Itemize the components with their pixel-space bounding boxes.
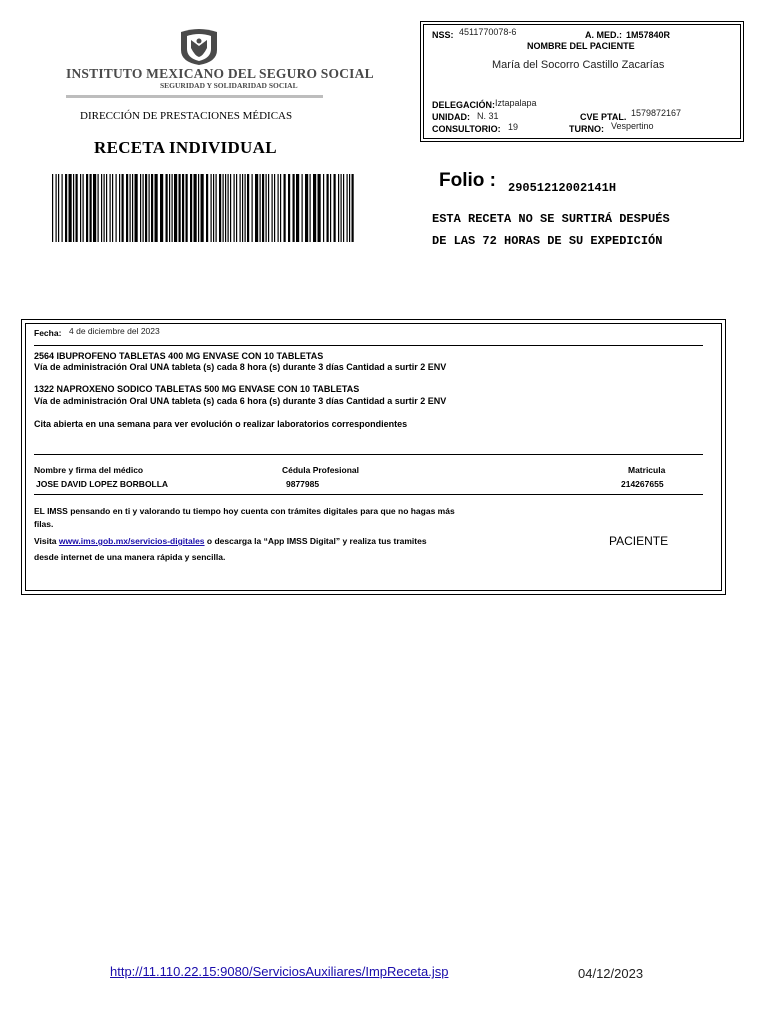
expiry-warning-line2: DE LAS 72 HORAS DE SU EXPEDICIÓN [432, 234, 663, 248]
cedula-value: 9877985 [286, 479, 320, 489]
barcode [52, 174, 354, 242]
delegacion-label: DELEGACIÓN: [432, 100, 495, 110]
divider [34, 494, 703, 495]
nss-label: NSS: [432, 30, 454, 40]
imss-message-line3 [34, 536, 427, 546]
patient-name-label: NOMBRE DEL PACIENTE [527, 41, 635, 51]
visita-text: Visita [34, 536, 59, 546]
imss-message-line4: desde internet de una manera rápida y sencilla. [34, 552, 226, 562]
copy-label: PACIENTE [609, 534, 669, 548]
matricula-label: Matricula [628, 465, 666, 475]
patient-name: María del Socorro Castillo Zacarías [492, 59, 665, 71]
print-date: 04/12/2023 [578, 966, 644, 981]
expiry-warning-line1: ESTA RECETA NO SE SURTIRÁ DESPUÉS [432, 212, 670, 226]
direccion-label: DIRECCIÓN DE PRESTACIONES MÉDICAS [80, 110, 293, 122]
medication-1: 2564 IBUPROFENO TABLETAS 400 MG ENVASE CON 10 TABLETAS [34, 351, 324, 361]
turno-label: TURNO: [569, 124, 604, 134]
instructions-1: Vía de administración Oral UNA tableta (s) cada 8 hora (s) durante 3 días Cantidad a surtir 2 ENV [34, 362, 447, 372]
imss-message-line2: filas. [34, 519, 54, 529]
amed-value: 1M57840R [626, 30, 671, 40]
imss-message-line1: EL IMSS pensando en ti y valorando tu tiempo hoy cuenta con trámites digitales para que no hagas más [34, 506, 455, 516]
unidad-value: N. 31 [477, 111, 499, 121]
cve-ptal-label: CVE PTAL. [580, 112, 627, 122]
header-divider [66, 95, 323, 98]
cve-ptal-value: 1579872167 [631, 108, 682, 118]
nss-value: 4511770078-6 [459, 27, 517, 37]
folio-label: Folio : [439, 170, 496, 191]
amed-label: A. MED.: [585, 30, 622, 40]
instructions-2: Vía de administración Oral UNA tableta (s) cada 6 hora (s) durante 3 días Cantidad a surtir 2 ENV [34, 396, 447, 406]
delegacion-value: Iztapalapa [495, 98, 537, 108]
institution-subtitle: SEGURIDAD Y SOLIDARIDAD SOCIAL [160, 81, 298, 90]
medication-2: 1322 NAPROXENO SODICO TABLETAS 500 MG ENVASE CON 10 TABLETAS [34, 384, 360, 394]
prescription-note: Cita abierta en una semana para ver evolución o realizar laboratorios correspondientes [34, 419, 408, 429]
consultorio-value: 19 [508, 122, 519, 132]
imss-logo-icon [177, 28, 221, 66]
divider [34, 454, 703, 455]
cedula-label: Cédula Profesional [282, 465, 359, 475]
servicios-digitales-link[interactable]: www.ims.gob.mx/servicios-digitales [58, 536, 205, 546]
app-text: o descarga la “App IMSS Digital” y realiza tus tramites [204, 536, 427, 546]
consultorio-label: CONSULTORIO: [432, 124, 501, 134]
matricula-value: 214267655 [621, 479, 664, 489]
doctor-name: JOSE DAVID LOPEZ BORBOLLA [36, 479, 169, 489]
folio-value: 29051212002141H [508, 181, 617, 195]
fecha-value: 4 de diciembre del 2023 [69, 326, 160, 336]
document-title: RECETA INDIVIDUAL [94, 138, 277, 157]
fecha-label: Fecha: [34, 328, 62, 338]
turno-value: Vespertino [611, 121, 654, 131]
doctor-label: Nombre y firma del médico [34, 465, 144, 475]
unidad-label: UNIDAD: [432, 112, 470, 122]
print-url-link[interactable]: http://11.110.22.15:9080/ServiciosAuxiliares/ImpReceta.jsp [110, 964, 449, 979]
divider [34, 345, 703, 346]
institution-name: INSTITUTO MEXICANO DEL SEGURO SOCIAL [66, 66, 374, 81]
